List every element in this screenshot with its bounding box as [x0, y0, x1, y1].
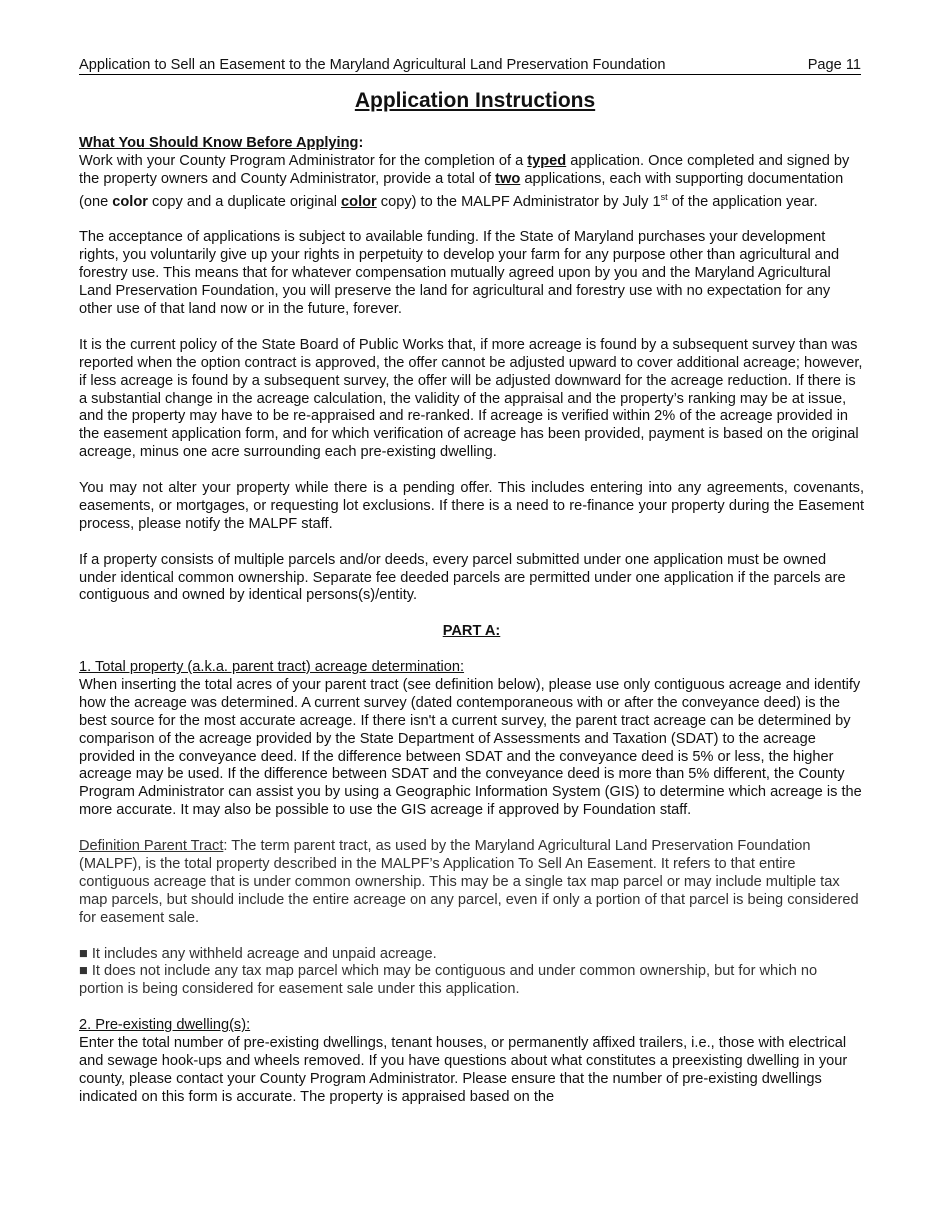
document-body [79, 135, 864, 1125]
emphasis-two: two [495, 170, 521, 187]
text-run: applications, each with supporting documentation (one [79, 170, 844, 210]
bullet-item: ■ It does not include any tax map parcel which may be contiguous and under common ownership, but for which no portion is being considered for easement sale under this application. [79, 963, 818, 998]
text-run: Work with your County Program Administrator for the completion of a [79, 152, 528, 169]
header-page-number: Page 11 [807, 57, 861, 73]
superscript-st: st [660, 191, 668, 202]
intro-heading-colon: : [358, 135, 364, 151]
definition-label: Definition Parent Tract [79, 838, 224, 855]
intro-paragraph-1 [79, 153, 864, 212]
definition-text: : The term parent tract, as used by the Maryland Agricultural Land Preservation Foundation (MALPF), is the total property described in the MALPF’s Application To Sell An Easement. It refers to that entire contiguous acreage that is under common ownership. This may be a single tax map parcel or may include multiple tax map parcels, but should include the entire acreage on any parcel, even if only a portion of that parcel is being considered for easement sale. [79, 838, 859, 926]
intro-paragraph-2: The acceptance of applications is subject to available funding. If the State of Maryland purchases your development rights, you voluntarily give up your rights in perpetuity to develop your farm for any purpose other than agricultural and forestry use. This means that for whatever compensation mutually agreed upon by you and the Maryland Agricultural Land Preservation Foundation, you will preserve the land for agricultural and forestry use with no expectation for any other use of that land now or in the future, forever. [79, 229, 840, 317]
text-run: copy and a duplicate original [147, 193, 342, 210]
part-a-heading: PART A: [442, 623, 501, 640]
intro-paragraph-4: You may not alter your property while there is a pending offer. This includes entering into any agreements, covenants, easements, or mortgages, or requesting lot exclusions. If there is a need to re-finance your property during the Easement process, please notify the MALPF staff. [79, 480, 864, 532]
bullet-item: ■ It includes any withheld acreage and unpaid acreage. [79, 945, 437, 962]
emphasis-typed: typed [527, 152, 567, 169]
header-doc-title: Application to Sell an Easement to the Maryland Agricultural Land Preservation Foundation [79, 57, 666, 73]
emphasis-color-underlined: color [341, 193, 377, 210]
parent-tract-definition [79, 838, 864, 928]
intro-paragraph-3: It is the current policy of the State Board of Public Works that, if more acreage is found by a subsequent survey than was reported when the option contract is approved, the offer cannot be adjusted upward to cover additional acreage; however, if less acreage is found by a subsequent survey, the offer will be adjusted downward for the acreage reduction. If there is a substantial change in the acreage calculation, the validity of the appraisal and the property’s ranking may be at issue, and the property may have to be re-appraised and re-ranked. If acreage is verified within 2% of the acreage provided in the easement application form, and for which verification of acreage has been provided, payment is based on the original acreage, minus one acre surrounding each pre-existing dwelling. [79, 336, 863, 461]
intro-heading-text: What You Should Know Before Applying [79, 135, 359, 151]
text-run: of the application year. [667, 193, 818, 210]
section-1-body: When inserting the total acres of your parent tract (see definition below), please use only contiguous acreage and identify how the acreage was determined. A current survey (dated contemporaneous with or after the conveyance deed) is the best source for the most accurate acreage. If there isn't a current survey, the parent tract acreage can be determined by comparison of the acreage provided by the State Department of Assessments and Taxation (SDAT) to the acreage provided in the conveyance deed. If the difference between SDAT and the conveyance deed is 5% or less, the higher acreage may be used. If the difference between SDAT and the conveyance deed is more than 5% different, the County Program Administrator can assist you by using a Geographic Information System (GIS) to determine which acreage is the more accurate. It may also be possible to use the GIS acreage if approved by Foundation staff. [79, 676, 862, 819]
text-run: application. Once completed and signed by the property owners and County Administrator, provide a total of [79, 152, 850, 187]
intro-paragraph-5: If a property consists of multiple parcels and/or deeds, every parcel submitted under one application must be owned under identical common ownership. Separate fee deeded parcels are permitted under one application if the parcels are contiguous and owned by identical persons(s)/entity. [79, 551, 846, 604]
section-2-heading: 2. Pre-existing dwelling(s): [79, 1017, 251, 1034]
section-1-heading: 1. Total property (a.k.a. parent tract) acreage determination: [79, 659, 465, 676]
emphasis-color: color [112, 193, 148, 210]
intro-heading [79, 135, 864, 153]
section-2-body: Enter the total number of pre-existing dwellings, tenant houses, or permanently affixed trailers, i.e., those with electrical and sewage hook-ups and wheels removed. If you have questions about what constitutes a preexisting dwelling in your county, please contact your County Program Administrator. Please ensure that the number of pre-existing dwellings indicated on this form is accurate. The property is appraised based on the [79, 1035, 848, 1105]
page-title: Application Instructions [354, 89, 596, 112]
text-run: copy) to the MALPF Administrator by July 1 [376, 193, 661, 210]
page-header [79, 56, 861, 75]
